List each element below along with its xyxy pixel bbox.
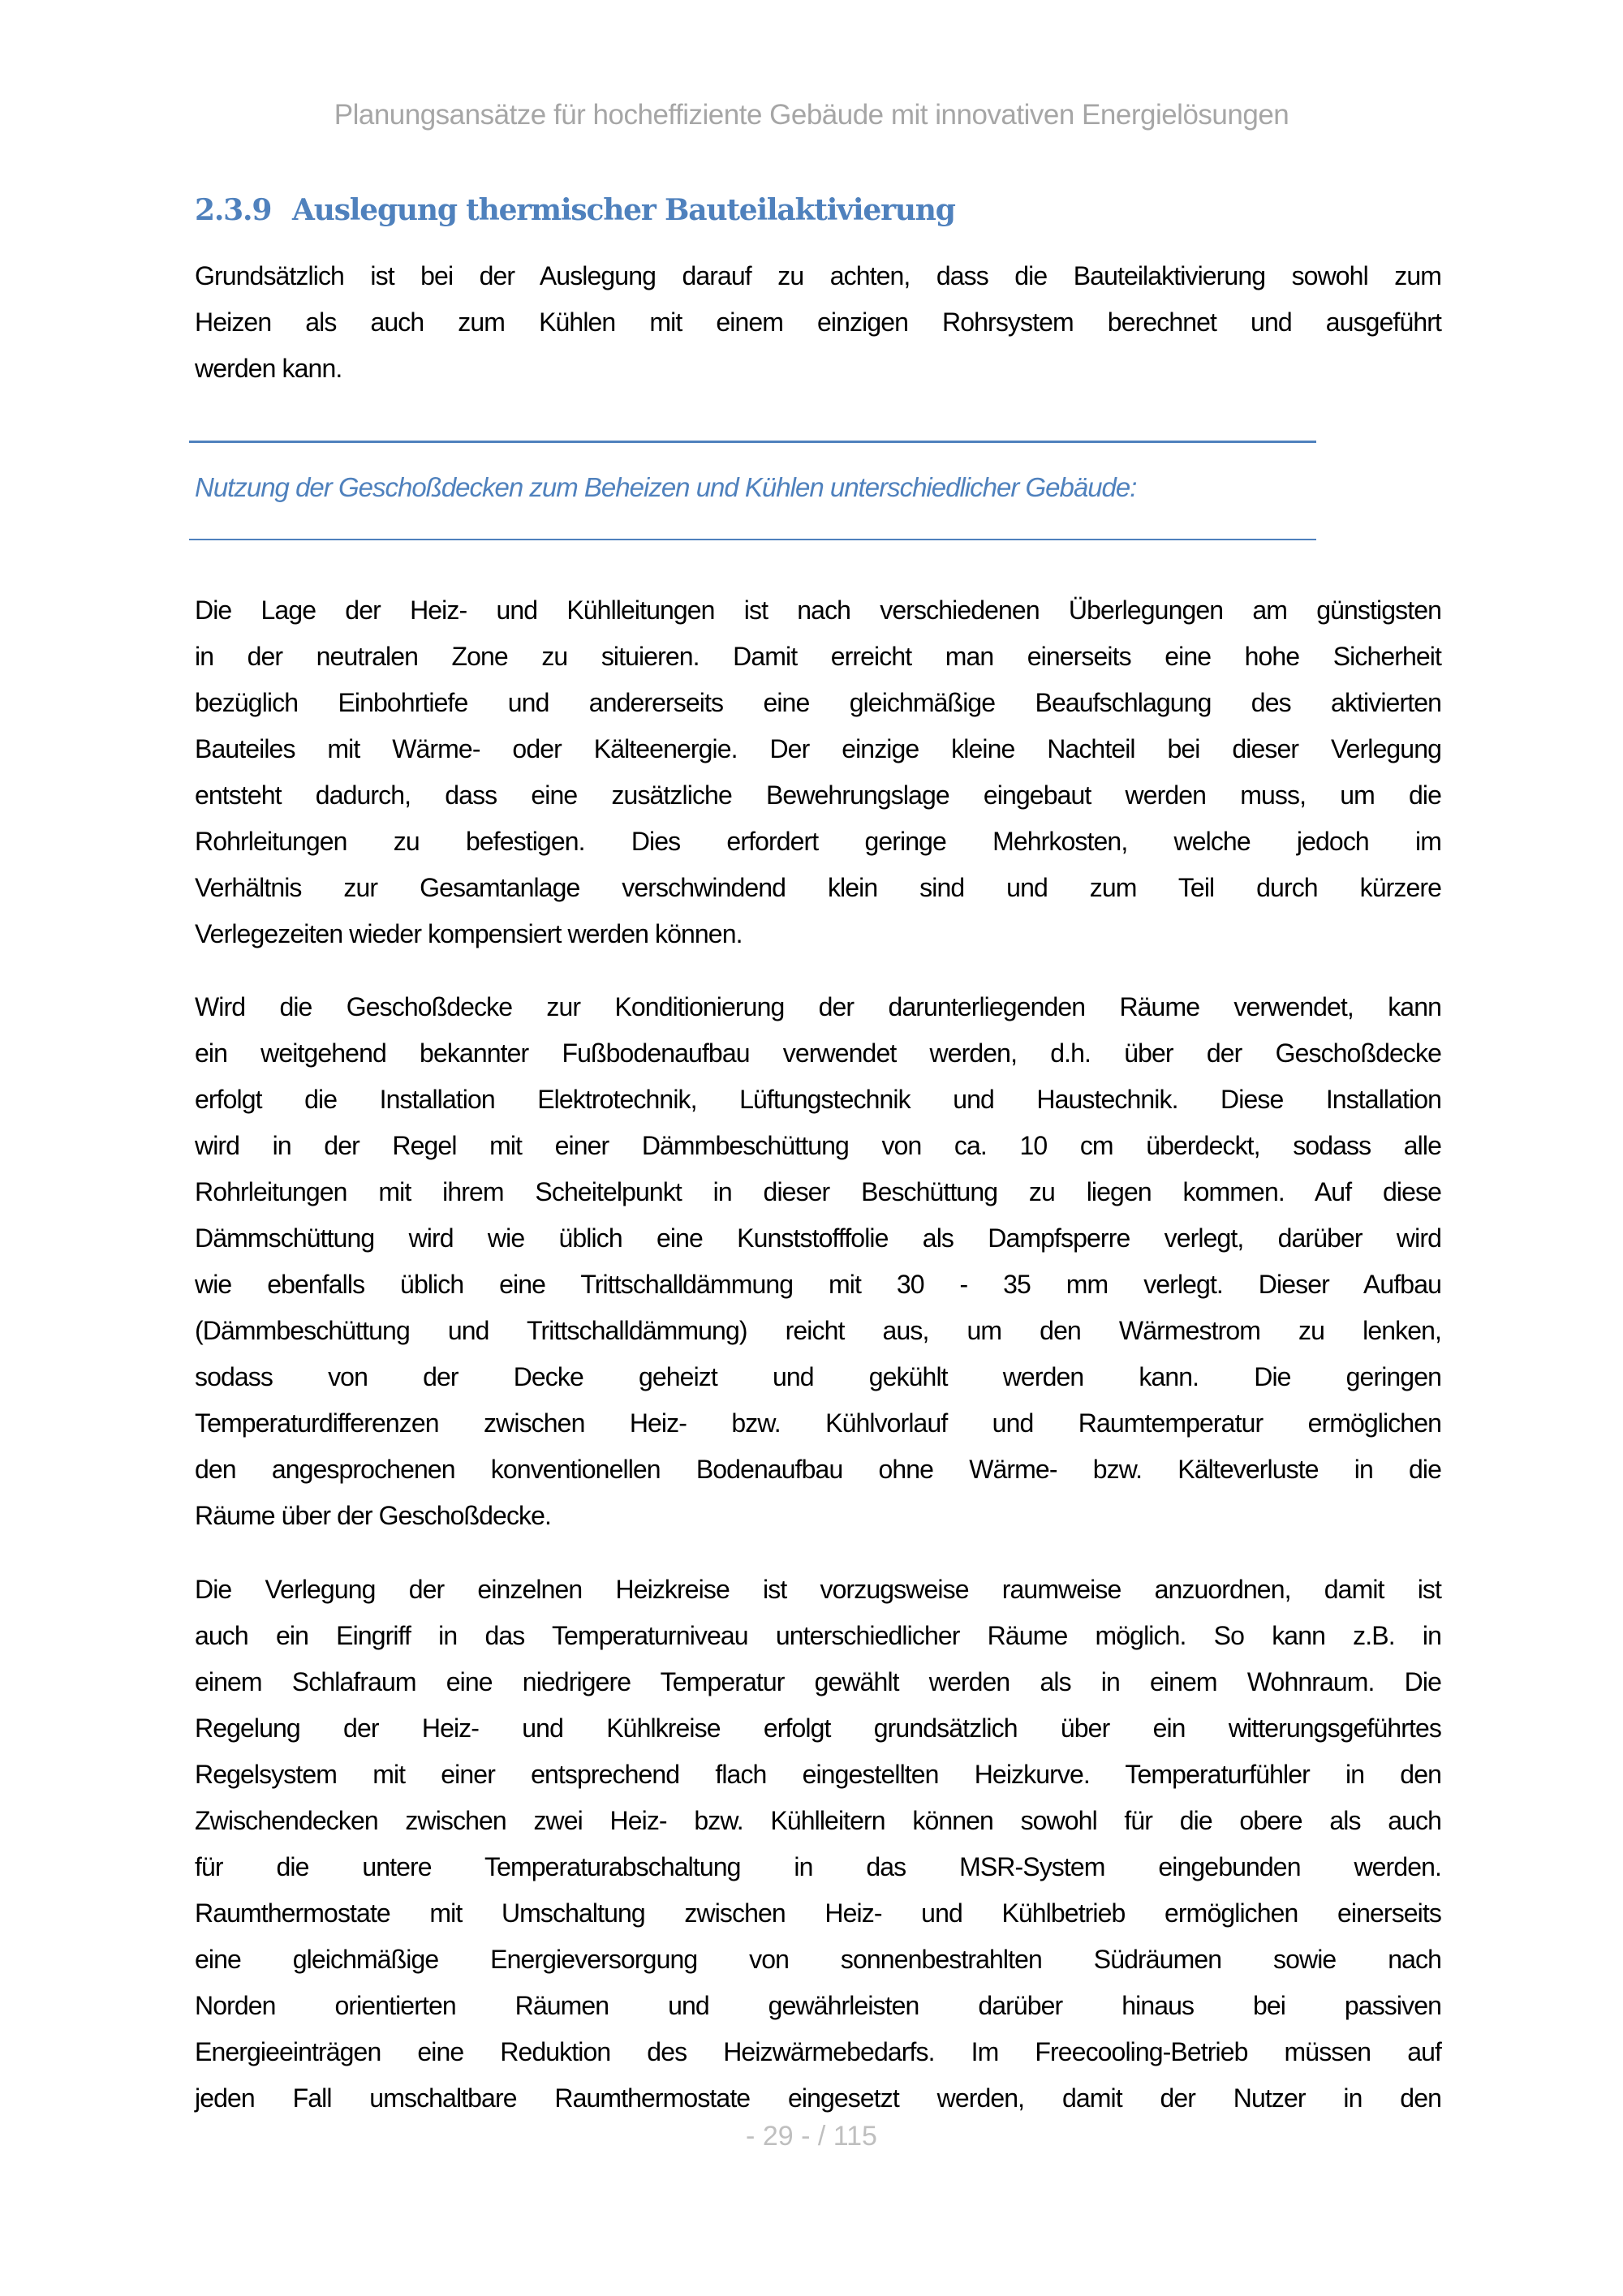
text-line: auch ein Eingriff in das Temperaturniveau unterschiedlicher Räume möglich. So kann z.B. in: [195, 1621, 1441, 1650]
text-line: Regelung der Heiz- und Kühlkreise erfolgt grundsätzlich über ein witterungsgeführtes: [195, 1713, 1441, 1743]
callout-quote: Nutzung der Geschoßdecken zum Beheizen und Kühlen unterschiedlicher Gebäude:: [195, 472, 1137, 502]
section-heading: [195, 193, 955, 227]
text-line: ein weitgehend bekannter Fußbodenaufbau verwendet werden, d.h. über der Geschoßdecke: [195, 1038, 1441, 1068]
text-line: wie ebenfalls üblich eine Trittschalldämmung mit 30 - 35 mm verlegt. Dieser Aufbau: [195, 1270, 1441, 1299]
text-line: Rohrleitungen zu befestigen. Dies erfordert geringe Mehrkosten, welche jedoch im: [195, 827, 1441, 856]
paragraph-heating-circuits: [195, 1567, 1441, 2122]
text-line: (Dämmbeschüttung und Trittschalldämmung) reicht aus, um den Wärmestrom zu lenken,: [195, 1316, 1441, 1345]
running-header: Planungsansätze für hocheffiziente Gebäude mit innovativen Energielösungen: [334, 99, 1289, 131]
text-line: sodass von der Decke geheizt und gekühlt werden kann. Die geringen: [195, 1362, 1441, 1391]
text-line: Temperaturdifferenzen zwischen Heiz- bzw. Kühlvorlauf und Raumtemperatur ermöglichen: [195, 1408, 1441, 1438]
text-line: Raumthermostate mit Umschaltung zwischen Heiz- und Kühlbetrieb ermöglichen einerseits: [195, 1898, 1441, 1928]
paragraph-floor-structure: [195, 984, 1441, 1539]
text-line: Räume über der Geschoßdecke.: [195, 1501, 552, 1530]
text-line: Verlegezeiten wieder kompensiert werden können.: [195, 919, 743, 948]
text-line: in der neutralen Zone zu situieren. Damit erreicht man einerseits eine hohe Sicherheit: [195, 642, 1441, 671]
text-line: Regelsystem mit einer entsprechend flach eingestellten Heizkurve. Temperaturfühler in den: [195, 1760, 1441, 1789]
callout-bottom-rule: [189, 539, 1316, 540]
text-line: wird in der Regel mit einer Dämmbeschüttung von ca. 10 cm überdeckt, sodass alle: [195, 1131, 1441, 1160]
text-line: Norden orientierten Räumen und gewährleisten darüber hinaus bei passiven: [195, 1991, 1441, 2020]
text-line: werden kann.: [195, 354, 342, 383]
text-line: Die Lage der Heiz- und Kühlleitungen ist nach verschiedenen Überlegungen am günstigsten: [195, 595, 1441, 625]
text-line: jeden Fall umschaltbare Raumthermostate eingesetzt werden, damit der Nutzer in den: [195, 2083, 1441, 2113]
section-number: 2.3.9: [195, 193, 272, 227]
text-line: Verhältnis zur Gesamtanlage verschwindend klein sind und zum Teil durch kürzere: [195, 873, 1441, 902]
text-line: den angesprochenen konventionellen Bodenaufbau ohne Wärme- bzw. Kälteverluste in die: [195, 1455, 1441, 1484]
section-title: Auslegung thermischer Bauteilaktivierung: [292, 193, 955, 227]
text-line: Energieeinträgen eine Reduktion des Heizwärmebedarfs. Im Freecooling-Betrieb müssen auf: [195, 2037, 1441, 2066]
text-line: für die untere Temperaturabschaltung in das MSR-System eingebunden werden.: [195, 1852, 1441, 1881]
text-line: einem Schlafraum eine niedrigere Temperatur gewählt werden als in einem Wohnraum. Die: [195, 1667, 1441, 1696]
page-number: - 29 - / 115: [746, 2121, 877, 2152]
text-line: Bauteiles mit Wärme- oder Kälteenergie. Der einzige kleine Nachteil bei dieser Verlegung: [195, 734, 1441, 763]
text-line: eine gleichmäßige Energieversorgung von sonnenbestrahlten Südräumen sowie nach: [195, 1945, 1441, 1974]
text-line: Heizen als auch zum Kühlen mit einem einzigen Rohrsystem berechnet und ausgeführt: [195, 307, 1441, 337]
text-line: bezüglich Einbohrtiefe und andererseits eine gleichmäßige Beaufschlagung des aktivierten: [195, 688, 1441, 717]
text-line: Dämmschüttung wird wie üblich eine Kunststofffolie als Dampfsperre verlegt, darüber wird: [195, 1223, 1441, 1253]
text-line: entsteht dadurch, dass eine zusätzliche Bewehrungslage eingebaut werden muss, um die: [195, 780, 1441, 810]
text-line: Zwischendecken zwischen zwei Heiz- bzw. Kühlleitern können sowohl für die obere als auch: [195, 1806, 1441, 1835]
text-line: Wird die Geschoßdecke zur Konditionierung der darunterliegenden Räume verwendet, kann: [195, 992, 1441, 1021]
text-line: Grundsätzlich ist bei der Auslegung darauf zu achten, dass die Bauteilaktivierung sowohl zum: [195, 261, 1441, 290]
text-line: Rohrleitungen mit ihrem Scheitelpunkt in dieser Beschüttung zu liegen kommen. Auf diese: [195, 1177, 1441, 1206]
callout-top-rule: [189, 441, 1316, 443]
paragraph-intro: [195, 253, 1441, 392]
paragraph-pipe-location: [195, 587, 1441, 957]
text-line: Die Verlegung der einzelnen Heizkreise ist vorzugsweise raumweise anzuordnen, damit ist: [195, 1575, 1441, 1604]
text-line: erfolgt die Installation Elektrotechnik, Lüftungstechnik und Haustechnik. Diese Installation: [195, 1085, 1441, 1114]
